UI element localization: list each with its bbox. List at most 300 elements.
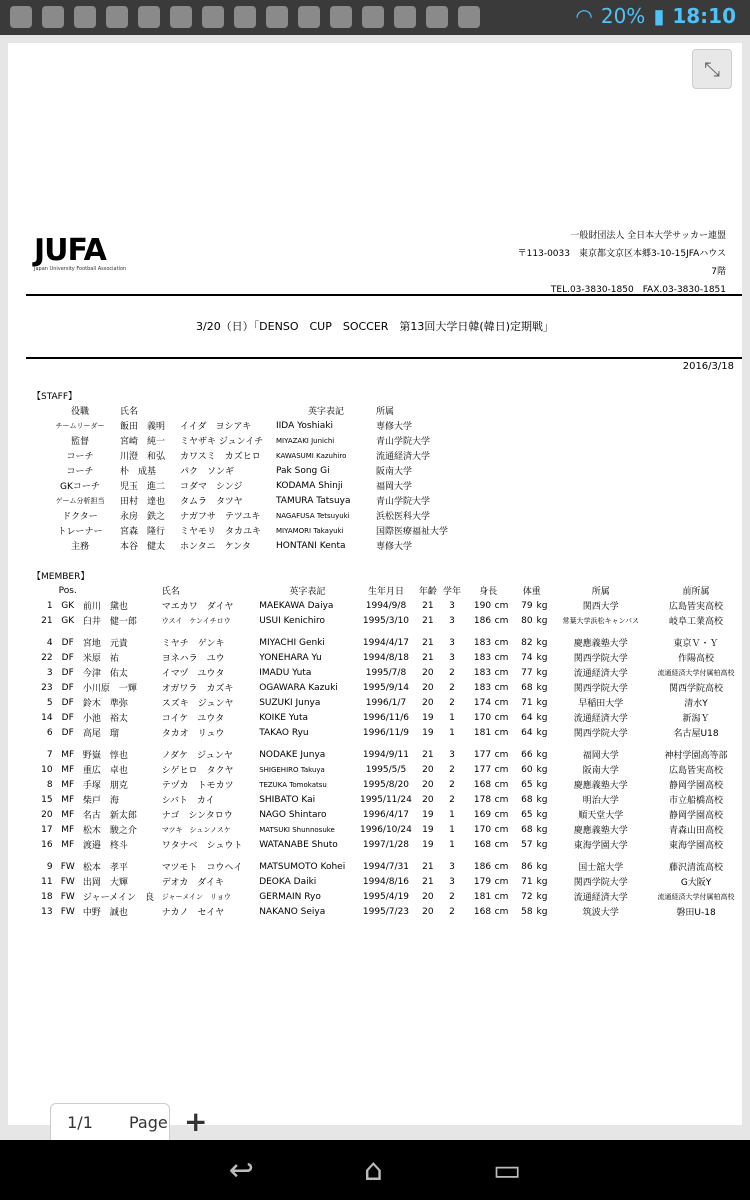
staff-name: 宮崎 純一 bbox=[120, 437, 166, 447]
member-number: 13 bbox=[41, 906, 53, 917]
member-romaji: YONEHARA Yu bbox=[259, 652, 322, 663]
member-number: 7 bbox=[46, 749, 53, 760]
staff-role: コーチ bbox=[66, 467, 94, 477]
member-height: 190 bbox=[473, 600, 492, 611]
height-unit: cm bbox=[494, 667, 509, 678]
member-number: 22 bbox=[41, 652, 53, 663]
member-grade: 1 bbox=[449, 809, 455, 820]
member-age: 20 bbox=[422, 906, 434, 917]
member-grade: 2 bbox=[449, 779, 455, 790]
member-weight: 72 bbox=[521, 891, 533, 902]
member-school: 順天堂大学 bbox=[578, 811, 624, 821]
page-number: 1/1 bbox=[67, 1112, 93, 1132]
member-weight: 82 bbox=[521, 637, 533, 648]
member-header-romaji: 英字表記 bbox=[289, 587, 326, 597]
member-row bbox=[32, 695, 742, 710]
weight-unit: kg bbox=[536, 861, 548, 872]
member-number: 1 bbox=[46, 600, 53, 611]
member-kana: ワタナベ シュウト bbox=[161, 841, 243, 851]
member-number: 18 bbox=[41, 891, 53, 902]
member-number: 15 bbox=[41, 794, 53, 805]
member-grade: 2 bbox=[449, 667, 455, 678]
member-number: 6 bbox=[46, 727, 53, 738]
divider-title bbox=[26, 357, 742, 359]
member-kana: ナゴ シンタロウ bbox=[161, 811, 233, 821]
member-romaji: NODAKE Junya bbox=[259, 749, 326, 760]
member-age: 20 bbox=[422, 891, 434, 902]
member-age: 19 bbox=[422, 824, 434, 835]
member-birthdate: 1994/7/31 bbox=[362, 861, 410, 872]
member-previous: 流通経済大学付属柏高校 bbox=[657, 668, 735, 677]
weight-unit: kg bbox=[536, 764, 548, 775]
member-weight: 65 bbox=[521, 809, 533, 820]
member-school: 関西大学 bbox=[582, 602, 619, 612]
mail-icon bbox=[458, 6, 480, 28]
staff-role: トレーナー bbox=[57, 527, 103, 537]
weight-unit: kg bbox=[536, 697, 548, 708]
member-school: 阪南大学 bbox=[582, 766, 619, 776]
member-position: DF bbox=[61, 652, 74, 663]
weight-unit: kg bbox=[536, 794, 548, 805]
member-school: 関西学院大学 bbox=[573, 654, 628, 664]
member-age: 19 bbox=[422, 712, 434, 723]
document-page[interactable] bbox=[8, 43, 742, 1125]
member-kana: デオカ ダイキ bbox=[161, 878, 225, 888]
member-number: 3 bbox=[46, 667, 53, 678]
staff-header-name: 氏名 bbox=[120, 407, 139, 417]
staff-name: 永房 鉄之 bbox=[120, 512, 166, 522]
staff-affiliation: 阪南大学 bbox=[376, 467, 413, 477]
system-tray bbox=[575, 4, 736, 28]
member-school: 東海学園大学 bbox=[573, 841, 628, 851]
recents-button[interactable]: ▭ bbox=[492, 1152, 522, 1188]
member-birthdate: 1995/4/19 bbox=[362, 891, 410, 902]
bag-icon bbox=[426, 6, 448, 28]
weight-unit: kg bbox=[536, 891, 548, 902]
member-birthdate: 1996/1/7 bbox=[365, 697, 407, 708]
staff-row bbox=[40, 493, 486, 508]
member-name: 渡邉 柊斗 bbox=[82, 841, 128, 851]
member-row bbox=[32, 650, 742, 665]
height-unit: cm bbox=[494, 891, 509, 902]
staff-row bbox=[40, 523, 486, 538]
member-age: 20 bbox=[422, 667, 434, 678]
jufa-logo bbox=[34, 233, 134, 273]
member-age: 21 bbox=[422, 600, 434, 611]
staff-romaji: NAGAFUSA Tetsuyuki bbox=[276, 511, 350, 520]
height-unit: cm bbox=[494, 697, 509, 708]
staff-row bbox=[40, 538, 486, 553]
weight-unit: kg bbox=[536, 839, 548, 850]
member-age: 21 bbox=[422, 615, 434, 626]
staff-romaji: MIYAZAKI Junichi bbox=[276, 436, 335, 445]
group-spacer bbox=[32, 852, 742, 859]
leaf-icon bbox=[202, 6, 224, 28]
member-age: 21 bbox=[422, 749, 434, 760]
staff-romaji: KAWASUMI Kazuhiro bbox=[276, 451, 347, 460]
member-position: MF bbox=[61, 809, 75, 820]
org-address-floor: 7階 bbox=[711, 267, 726, 277]
member-position: MF bbox=[61, 764, 75, 775]
member-kana: スズキ ジュンヤ bbox=[161, 699, 234, 709]
staff-table bbox=[40, 403, 486, 553]
member-school: 筑波大学 bbox=[582, 908, 619, 918]
member-name: 鈴木 準弥 bbox=[82, 699, 128, 709]
member-height: 179 bbox=[473, 876, 492, 887]
member-birthdate: 1995/8/20 bbox=[362, 779, 410, 790]
member-name: 臼井 健一郎 bbox=[82, 617, 137, 627]
member-romaji: KOIKE Yuta bbox=[259, 712, 308, 723]
staff-name: 飯田 義明 bbox=[120, 422, 166, 432]
staff-header-role: 役職 bbox=[70, 407, 89, 417]
member-name: 米原 祐 bbox=[82, 654, 119, 664]
staff-role: 主務 bbox=[70, 542, 89, 552]
member-height: 168 bbox=[473, 779, 492, 790]
staff-role: GKコーチ bbox=[60, 482, 100, 492]
member-position: FW bbox=[60, 906, 75, 917]
member-grade: 3 bbox=[449, 637, 455, 648]
height-unit: cm bbox=[494, 764, 509, 775]
member-grade: 2 bbox=[449, 764, 455, 775]
member-weight: 68 bbox=[521, 824, 533, 835]
weight-unit: kg bbox=[536, 682, 548, 693]
member-romaji: NAKANO Seiya bbox=[259, 906, 326, 917]
member-birthdate: 1995/3/10 bbox=[362, 615, 410, 626]
member-number: 9 bbox=[46, 861, 53, 872]
member-school: 明治大学 bbox=[582, 796, 619, 806]
height-unit: cm bbox=[494, 906, 509, 917]
member-position: DF bbox=[61, 682, 74, 693]
member-name: 野嶽 惇也 bbox=[82, 751, 128, 761]
weight-unit: kg bbox=[536, 824, 548, 835]
member-number: 16 bbox=[41, 839, 53, 850]
member-row bbox=[32, 665, 742, 680]
page-label: Page bbox=[129, 1112, 168, 1132]
member-school: 福岡大学 bbox=[582, 751, 619, 761]
pinwheel-icon bbox=[74, 6, 96, 28]
staff-kana: パク ソンギ bbox=[180, 467, 235, 477]
member-previous: 東京Ｖ・Ｙ bbox=[673, 639, 719, 649]
weight-unit: kg bbox=[536, 652, 548, 663]
member-section-label: 【MEMBER】 bbox=[32, 572, 90, 582]
staff-row bbox=[40, 463, 486, 478]
member-number: 17 bbox=[41, 824, 53, 835]
member-header-grade: 学年 bbox=[442, 587, 461, 597]
member-row bbox=[32, 710, 742, 725]
member-height: 183 bbox=[473, 652, 492, 663]
weight-unit: kg bbox=[536, 667, 548, 678]
member-name: 名古 新太郎 bbox=[82, 811, 137, 821]
member-previous: 名古屋U18 bbox=[673, 729, 719, 739]
weight-unit: kg bbox=[536, 727, 548, 738]
member-row bbox=[32, 889, 742, 904]
member-kana: シゲヒロ タクヤ bbox=[161, 766, 234, 776]
member-kana: ヨネハラ ユウ bbox=[161, 654, 225, 664]
member-weight: 58 bbox=[521, 906, 533, 917]
staff-kana: ホンタニ ケンタ bbox=[180, 542, 251, 552]
member-age: 21 bbox=[422, 876, 434, 887]
member-age: 21 bbox=[422, 652, 434, 663]
globe-icon bbox=[42, 6, 64, 28]
wifi-icon: ◠ bbox=[575, 4, 593, 28]
member-weight: 68 bbox=[521, 794, 533, 805]
member-position: MF bbox=[61, 824, 75, 835]
height-unit: cm bbox=[494, 861, 509, 872]
member-romaji: MAEKAWA Daiya bbox=[259, 600, 334, 611]
member-school: 関西学院大学 bbox=[573, 684, 628, 694]
member-position: DF bbox=[61, 712, 74, 723]
member-header-age: 年齢 bbox=[418, 587, 437, 597]
soccer-icon bbox=[362, 6, 384, 28]
member-kana: オガワラ カズキ bbox=[161, 684, 234, 694]
member-row bbox=[32, 747, 742, 762]
member-row bbox=[32, 792, 742, 807]
org-info bbox=[518, 227, 726, 299]
org-address: 〒113-0033 東京都文京区本郷3-10-15JFAハウス bbox=[517, 249, 726, 259]
member-previous: 岐阜工業高校 bbox=[669, 617, 724, 627]
nav-bar bbox=[0, 1140, 750, 1200]
member-position: DF bbox=[61, 667, 74, 678]
staff-romaji: KODAMA Shinji bbox=[276, 480, 343, 491]
member-height: 169 bbox=[473, 809, 492, 820]
member-height: 181 bbox=[473, 727, 492, 738]
member-kana: ウスイ ケンイチロウ bbox=[161, 616, 231, 625]
member-name: 高尾 瑠 bbox=[82, 729, 119, 739]
member-position: DF bbox=[61, 727, 74, 738]
member-birthdate: 1995/9/14 bbox=[362, 682, 410, 693]
member-name: 小川原 一輝 bbox=[82, 684, 137, 694]
member-birthdate: 1995/7/8 bbox=[365, 667, 407, 678]
member-birthdate: 1994/8/16 bbox=[362, 876, 410, 887]
member-height: 181 bbox=[473, 891, 492, 902]
height-unit: cm bbox=[494, 727, 509, 738]
member-row bbox=[32, 874, 742, 889]
member-weight: 79 bbox=[521, 600, 533, 611]
height-unit: cm bbox=[494, 839, 509, 850]
member-kana: イマヅ ユウタ bbox=[161, 669, 225, 679]
member-grade: 2 bbox=[449, 682, 455, 693]
member-height: 174 bbox=[473, 697, 492, 708]
member-height: 183 bbox=[473, 682, 492, 693]
member-position: DF bbox=[61, 697, 74, 708]
staff-romaji: Pak Song Gi bbox=[276, 465, 330, 476]
divider-top bbox=[26, 294, 742, 296]
staff-affiliation: 流通経済大学 bbox=[376, 452, 431, 462]
member-header-weight: 体重 bbox=[522, 587, 541, 597]
member-name: 松本 孝平 bbox=[82, 863, 128, 873]
height-unit: cm bbox=[494, 615, 509, 626]
member-table bbox=[32, 583, 742, 919]
member-number: 23 bbox=[41, 682, 53, 693]
member-grade: 1 bbox=[449, 839, 455, 850]
member-height: 170 bbox=[473, 824, 492, 835]
page-indicator[interactable] bbox=[50, 1103, 170, 1140]
member-grade: 1 bbox=[449, 712, 455, 723]
member-school: 流通経済大学 bbox=[573, 669, 628, 679]
member-age: 20 bbox=[422, 794, 434, 805]
member-age: 20 bbox=[422, 764, 434, 775]
member-kana: マツキ シュンノスケ bbox=[161, 825, 231, 834]
member-grade: 2 bbox=[449, 906, 455, 917]
member-height: 183 bbox=[473, 667, 492, 678]
member-previous: 関西学院高校 bbox=[669, 684, 724, 694]
staff-kana: ミヤモリ タカユキ bbox=[180, 527, 262, 537]
staff-affiliation: 青山学院大学 bbox=[376, 437, 431, 447]
member-grade: 1 bbox=[449, 824, 455, 835]
group-spacer bbox=[32, 628, 742, 635]
member-school: 慶應義塾大学 bbox=[573, 639, 628, 649]
staff-kana: ナガフサ テツユキ bbox=[180, 512, 261, 522]
staff-row bbox=[40, 433, 486, 448]
staff-affiliation: 専修大学 bbox=[376, 542, 413, 552]
member-kana: マエカワ ダイヤ bbox=[161, 602, 234, 612]
member-school: 関西学院大学 bbox=[573, 729, 628, 739]
member-row bbox=[32, 725, 742, 740]
staff-romaji: IIDA Yoshiaki bbox=[276, 420, 334, 431]
member-position: FW bbox=[60, 861, 75, 872]
member-number: 4 bbox=[46, 637, 53, 648]
member-height: 177 bbox=[473, 764, 492, 775]
member-grade: 1 bbox=[449, 727, 455, 738]
member-previous: 神村学園高等部 bbox=[664, 751, 728, 761]
member-previous: 市立船橋高校 bbox=[669, 796, 724, 806]
member-previous: 広島皆実高校 bbox=[669, 602, 724, 612]
member-position: MF bbox=[61, 794, 75, 805]
member-birthdate: 1994/8/18 bbox=[362, 652, 410, 663]
staff-row bbox=[40, 418, 486, 433]
home-button[interactable]: ⌂ bbox=[363, 1152, 383, 1188]
staff-affiliation: 国際医療福祉大学 bbox=[376, 527, 449, 537]
member-weight: 71 bbox=[521, 876, 533, 887]
member-romaji: TEZUKA Tomokatsu bbox=[259, 780, 327, 789]
add-page-button[interactable] bbox=[184, 1105, 207, 1138]
member-previous: 静岡学園高校 bbox=[669, 811, 724, 821]
member-position: GK bbox=[61, 615, 75, 626]
member-height: 186 bbox=[473, 861, 492, 872]
member-grade: 3 bbox=[449, 876, 455, 887]
document-date: 2016/3/18 bbox=[682, 361, 734, 372]
staff-section-label: 【STAFF】 bbox=[32, 392, 78, 402]
member-position: FW bbox=[60, 891, 75, 902]
member-name: 手塚 朋克 bbox=[82, 781, 128, 791]
member-romaji: OGAWARA Kazuki bbox=[259, 682, 338, 693]
staff-name: 川澄 和弘 bbox=[120, 452, 166, 462]
staff-role: 監督 bbox=[70, 437, 89, 447]
back-button[interactable]: ↩ bbox=[228, 1152, 254, 1188]
member-school: 流通経済大学 bbox=[573, 714, 628, 724]
member-weight: 64 bbox=[521, 712, 533, 723]
member-romaji: SHIGEHIRO Takuya bbox=[259, 765, 325, 774]
weight-unit: kg bbox=[536, 600, 548, 611]
member-header-previous: 前所属 bbox=[682, 587, 710, 597]
member-age: 21 bbox=[422, 861, 434, 872]
member-school: 常葉大学浜松キャンパス bbox=[562, 616, 640, 625]
member-name: 重広 卓也 bbox=[82, 766, 128, 776]
member-kana: マツモト コウヘイ bbox=[161, 863, 243, 873]
spacer-cell bbox=[32, 852, 53, 859]
member-name: 宮地 元貴 bbox=[82, 639, 128, 649]
staff-header-romaji: 英字表記 bbox=[307, 407, 344, 417]
member-birthdate: 1995/7/23 bbox=[362, 906, 410, 917]
weight-unit: kg bbox=[536, 906, 548, 917]
member-school: 関西学院大学 bbox=[573, 878, 628, 888]
member-kana: タカオ リュウ bbox=[161, 729, 225, 739]
member-row bbox=[32, 904, 742, 919]
member-row bbox=[32, 807, 742, 822]
height-unit: cm bbox=[494, 779, 509, 790]
photo-icon bbox=[10, 6, 32, 28]
staff-header-affiliation: 所属 bbox=[376, 407, 395, 417]
member-name: 松木 駿之介 bbox=[82, 826, 137, 836]
member-weight: 71 bbox=[521, 697, 533, 708]
height-unit: cm bbox=[494, 749, 509, 760]
member-number: 11 bbox=[41, 876, 53, 887]
member-grade: 3 bbox=[449, 749, 455, 760]
status-bar bbox=[0, 0, 750, 35]
battery-widget-icon bbox=[266, 6, 288, 28]
member-previous: 広島皆実高校 bbox=[669, 766, 724, 776]
member-row bbox=[32, 613, 742, 628]
member-height: 186 bbox=[473, 615, 492, 626]
member-age: 19 bbox=[422, 839, 434, 850]
member-name: 柴戸 海 bbox=[82, 796, 119, 806]
member-weight: 64 bbox=[521, 727, 533, 738]
member-weight: 60 bbox=[521, 764, 533, 775]
member-row bbox=[32, 680, 742, 695]
weight-unit: kg bbox=[536, 809, 548, 820]
staff-kana: コダマ シンジ bbox=[180, 482, 243, 492]
weight-unit: kg bbox=[536, 779, 548, 790]
staff-name: 本谷 健太 bbox=[120, 542, 166, 552]
staff-kana: イイダ ヨシアキ bbox=[180, 422, 252, 432]
member-weight: 77 bbox=[521, 667, 533, 678]
member-previous: 青森山田高校 bbox=[669, 826, 724, 836]
member-header-name: 氏名 bbox=[161, 587, 180, 597]
member-school: 早稲田大学 bbox=[578, 699, 624, 709]
staff-affiliation: 青山学院大学 bbox=[376, 497, 431, 507]
height-unit: cm bbox=[494, 652, 509, 663]
member-weight: 86 bbox=[521, 861, 533, 872]
spacer-cell bbox=[32, 740, 53, 747]
staff-name: 児玉 進二 bbox=[120, 482, 166, 492]
member-birthdate: 1994/9/11 bbox=[362, 749, 410, 760]
twitter-icon bbox=[234, 6, 256, 28]
clock: 18:10 bbox=[672, 4, 736, 28]
height-unit: cm bbox=[494, 824, 509, 835]
member-header-school: 所属 bbox=[591, 587, 610, 597]
member-age: 20 bbox=[422, 682, 434, 693]
member-grade: 3 bbox=[449, 615, 455, 626]
briefcase-icon bbox=[394, 6, 416, 28]
member-name: 小池 裕太 bbox=[82, 714, 128, 724]
member-romaji: MATSUKI Shunnosuke bbox=[259, 825, 335, 834]
member-height: 183 bbox=[473, 637, 492, 648]
member-number: 14 bbox=[41, 712, 53, 723]
member-position: MF bbox=[61, 779, 75, 790]
member-position: MF bbox=[61, 749, 75, 760]
member-weight: 65 bbox=[521, 779, 533, 790]
member-row bbox=[32, 762, 742, 777]
weight-unit: kg bbox=[536, 615, 548, 626]
member-position: MF bbox=[61, 839, 75, 850]
member-grade: 3 bbox=[449, 600, 455, 611]
exit-fullscreen-button[interactable] bbox=[692, 49, 732, 89]
height-unit: cm bbox=[494, 809, 509, 820]
member-header-pos: Pos. bbox=[58, 585, 77, 596]
weight-unit: kg bbox=[536, 749, 548, 760]
member-name: 中野 誠也 bbox=[82, 908, 128, 918]
staff-kana: タムラ タツヤ bbox=[180, 497, 243, 507]
